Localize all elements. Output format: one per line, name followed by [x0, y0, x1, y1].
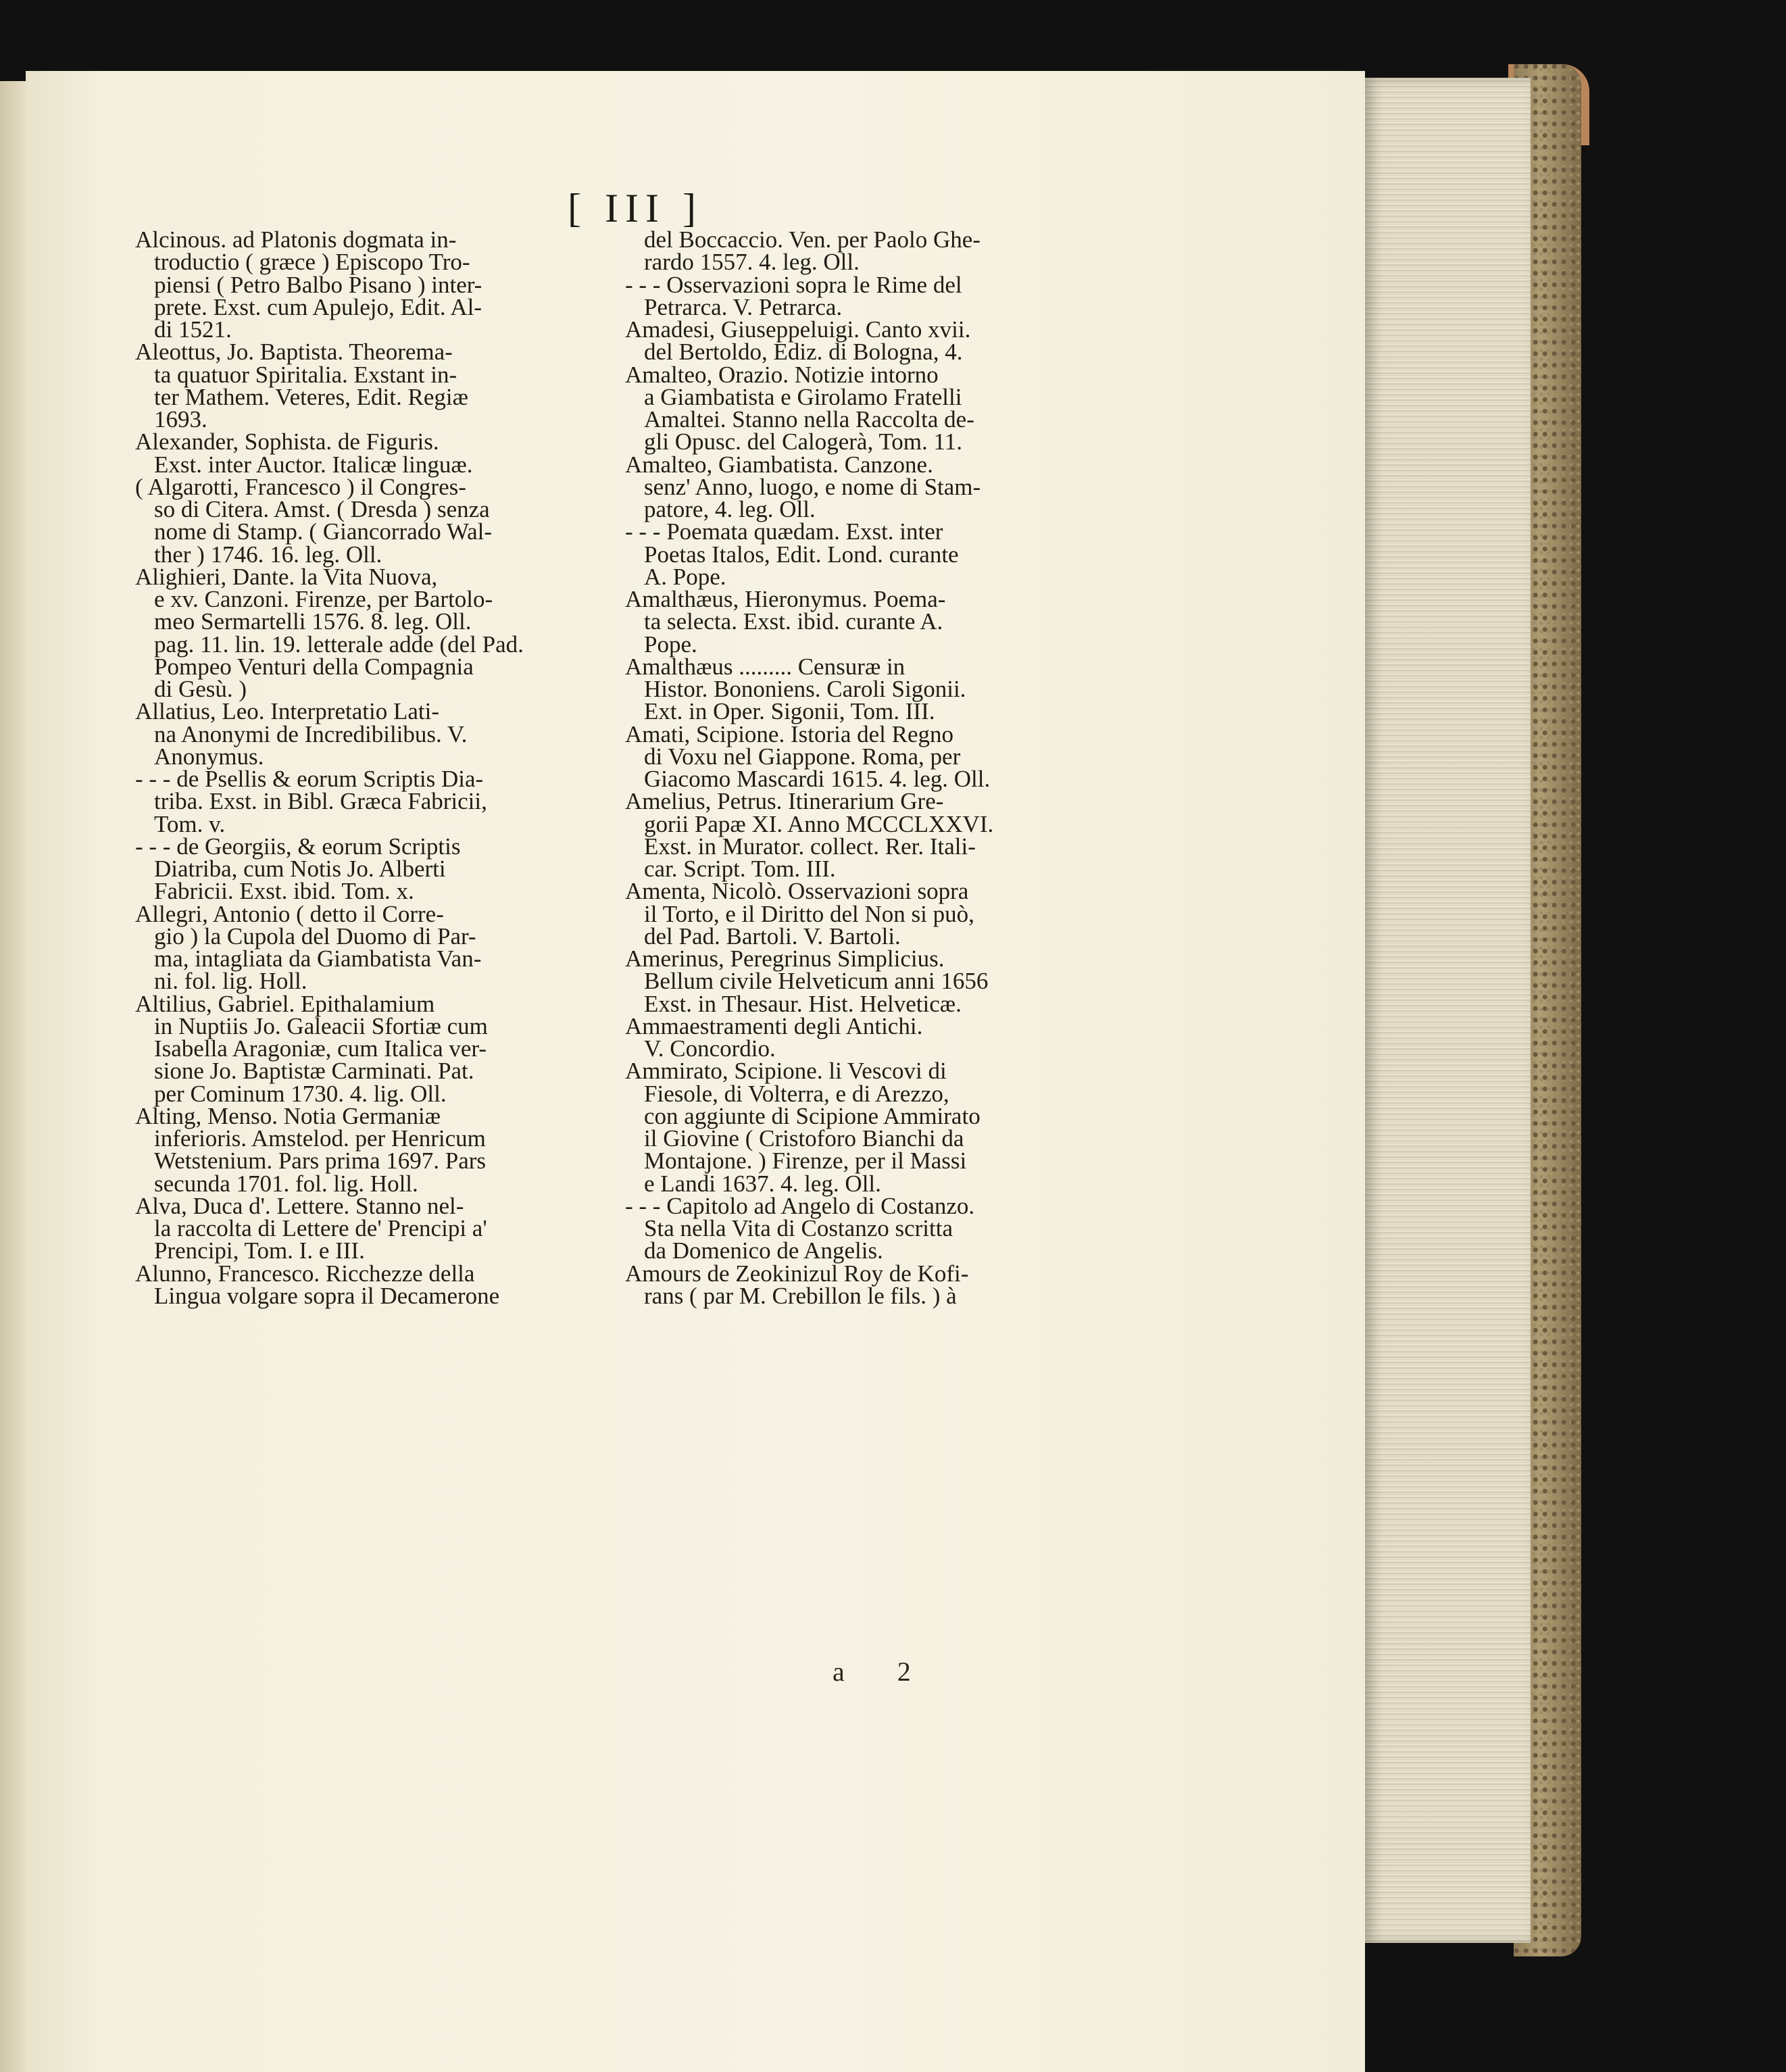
text-line: Amours de Zeokinizul Roy de Kofi- — [625, 1260, 969, 1287]
text-line: di Voxu nel Giappone. Roma, per — [644, 743, 961, 770]
text-line: Amaltei. Stanno nella Raccolta de- — [644, 406, 974, 433]
text-line: - - - Capitolo ad Angelo di Costanzo. — [625, 1192, 975, 1219]
text-line: Amati, Scipione. Istoria del Regno — [625, 720, 954, 747]
text-line: Giacomo Mascardi 1615. 4. leg. Oll. — [644, 766, 991, 792]
signature-mark: a 2 — [833, 1656, 934, 1687]
text-line: pag. 11. lin. 19. letterale adde (del Pad. — [154, 631, 524, 658]
text-line: - - - Poemata quædam. Exst. inter — [625, 518, 943, 545]
text-line: Pope. — [644, 631, 697, 658]
text-line: Bellum civile Helveticum anni 1656 — [644, 968, 989, 995]
text-line: car. Script. Tom. III. — [644, 856, 836, 882]
text-line: Alva, Duca d'. Lettere. Stanno nel- — [135, 1192, 464, 1219]
text-line: Petrarca. V. Petrarca. — [644, 293, 843, 320]
text-line: in Nuptiis Jo. Galeacii Sfortiæ cum — [154, 1012, 488, 1039]
text-line: sione Jo. Baptistæ Carminati. Pat. — [154, 1058, 474, 1085]
text-line: Lingua volgare sopra il Decamerone — [154, 1282, 500, 1309]
left-column — [135, 228, 622, 1307]
text-line: Anonymus. — [154, 743, 264, 770]
text-line: Poetas Italos, Edit. Lond. curante — [644, 541, 959, 568]
text-line: - - - de Psellis & eorum Scriptis Dia- — [135, 766, 484, 792]
text-line: Amerinus, Peregrinus Simplicius. — [625, 945, 945, 972]
text-line: senz' Anno, luogo, e nome di Stam- — [644, 473, 981, 500]
text-line: da Domenico de Angelis. — [644, 1237, 883, 1264]
text-line: Wetstenium. Pars prima 1697. Pars — [154, 1148, 487, 1175]
text-line: Diatriba, cum Notis Jo. Alberti — [154, 856, 446, 882]
text-line: il Torto, e il Diritto del Non si può, — [644, 900, 974, 927]
text-line: Amalteo, Giambatista. Canzone. — [625, 451, 933, 478]
text-line: na Anonymi de Incredibilibus. V. — [154, 720, 468, 747]
text-line: ( Algarotti, Francesco ) il Congres- — [135, 473, 466, 500]
text-line: - - - de Georgiis, & eorum Scriptis — [135, 833, 461, 860]
text-line: 1693. — [154, 406, 207, 433]
text-line: Histor. Bononiens. Caroli Sigonii. — [644, 676, 966, 702]
text-line: Alunno, Francesco. Ricchezze della — [135, 1260, 475, 1287]
text-line: Fabricii. Exst. ibid. Tom. x. — [154, 878, 414, 905]
text-line: rans ( par M. Crebillon le fils. ) à — [644, 1282, 957, 1309]
text-line: a Giambatista e Girolamo Fratelli — [644, 383, 962, 410]
text-line: con aggiunte di Scipione Ammirato — [644, 1102, 981, 1129]
text-line: Aleottus, Jo. Baptista. Theorema- — [135, 339, 453, 366]
text-line: di 1521. — [154, 316, 232, 343]
right-column — [625, 228, 1118, 1307]
text-line: e xv. Canzoni. Firenze, per Bartolo- — [154, 586, 493, 612]
text-line: patore, 4. leg. Oll. — [644, 496, 816, 522]
text-line: meo Sermartelli 1576. 8. leg. Oll. — [154, 608, 472, 635]
text-line: Allegri, Antonio ( detto il Corre- — [135, 900, 444, 927]
text-line: Tom. v. — [154, 810, 226, 837]
text-line: Exst. inter Auctor. Italicæ linguæ. — [154, 451, 473, 478]
text-line: e Landi 1637. 4. leg. Oll. — [644, 1170, 881, 1197]
text-line: Ext. in Oper. Sigonii, Tom. III. — [644, 698, 935, 725]
text-line: triba. Exst. in Bibl. Græca Fabricii, — [154, 788, 487, 815]
text-line: per Cominum 1730. 4. lig. Oll. — [154, 1080, 447, 1107]
text-line: Alcinous. ad Platonis dogmata in- — [135, 226, 457, 253]
text-line: Amalthæus ......... Censuræ in — [625, 653, 906, 680]
text-line: del Bertoldo, Ediz. di Bologna, 4. — [644, 339, 963, 366]
text-line: Prencipi, Tom. I. e III. — [154, 1237, 365, 1264]
text-line: di Gesù. ) — [154, 676, 247, 702]
text-line: Exst. in Murator. collect. Rer. Itali- — [644, 833, 976, 860]
text-line: A. Pope. — [644, 563, 726, 590]
text-line: rardo 1557. 4. leg. Oll. — [644, 249, 860, 276]
text-line: Amadesi, Giuseppeluigi. Canto xvii. — [625, 316, 971, 343]
text-line: Pompeo Venturi della Compagnia — [154, 653, 474, 680]
text-line: ni. fol. lig. Holl. — [154, 968, 307, 995]
text-line: gli Opusc. del Calogerà, Tom. 11. — [644, 428, 962, 455]
text-line: Alexander, Sophista. de Figuris. — [135, 428, 439, 455]
text-line: Alting, Menso. Notia Germaniæ — [135, 1102, 441, 1129]
text-line: Ammirato, Scipione. li Vescovi di — [625, 1058, 947, 1085]
text-line: gio ) la Cupola del Duomo di Par- — [154, 922, 476, 949]
text-line: Altilius, Gabriel. Epithalamium — [135, 990, 435, 1017]
text-line: Montajone. ) Firenze, per il Massi — [644, 1148, 967, 1175]
text-line: Isabella Aragoniæ, cum Italica ver- — [154, 1035, 487, 1062]
text-line: nome di Stamp. ( Giancorrado Wal- — [154, 518, 493, 545]
text-line: prete. Exst. cum Apulejo, Edit. Al- — [154, 293, 482, 320]
text-line: del Pad. Bartoli. V. Bartoli. — [644, 922, 901, 949]
text-line: Exst. in Thesaur. Hist. Helveticæ. — [644, 990, 962, 1017]
text-line: Ammaestramenti degli Antichi. — [625, 1012, 923, 1039]
text-line: Alighieri, Dante. la Vita Nuova, — [135, 563, 438, 590]
text-line: ther ) 1746. 16. leg. Oll. — [154, 541, 382, 568]
page-number: [ III ] — [568, 186, 703, 230]
text-line: Amalthæus, Hieronymus. Poema- — [625, 586, 946, 612]
text-line: Amenta, Nicolò. Osservazioni sopra — [625, 878, 969, 905]
text-line: ta quatuor Spiritalia. Exstant in- — [154, 361, 457, 388]
text-line: gorii Papæ XI. Anno MCCCLXXVI. — [644, 810, 994, 837]
text-line: Sta nella Vita di Costanzo scritta — [644, 1215, 953, 1241]
text-line: Allatius, Leo. Interpretatio Lati- — [135, 698, 439, 725]
page-edges — [1365, 78, 1531, 1943]
text-line: del Boccaccio. Ven. per Paolo Ghe- — [644, 226, 981, 253]
text-line: troductio ( græce ) Episcopo Tro- — [154, 249, 470, 276]
text-line: piensi ( Petro Balbo Pisano ) inter- — [154, 271, 482, 298]
text-line: la raccolta di Lettere de' Prencipi a' — [154, 1215, 487, 1241]
text-line: V. Concordio. — [644, 1035, 776, 1062]
text-line: ta selecta. Exst. ibid. curante A. — [644, 608, 943, 635]
text-line: il Giovine ( Cristoforo Bianchi da — [644, 1125, 964, 1152]
text-line: inferioris. Amstelod. per Henricum — [154, 1125, 486, 1152]
text-line: ter Mathem. Veteres, Edit. Regiæ — [154, 383, 468, 410]
text-line: Amelius, Petrus. Itinerarium Gre- — [625, 788, 944, 815]
text-line: Fiesole, di Volterra, e di Arezzo, — [644, 1080, 949, 1107]
left-page-edge — [0, 81, 26, 2072]
text-line: so di Citera. Amst. ( Dresda ) senza — [154, 496, 490, 522]
text-line: ma, intagliata da Giambatista Van- — [154, 945, 482, 972]
text-line: - - - Osservazioni sopra le Rime del — [625, 271, 962, 298]
text-line: secunda 1701. fol. lig. Holl. — [154, 1170, 418, 1197]
text-line: Amalteo, Orazio. Notizie intorno — [625, 361, 939, 388]
